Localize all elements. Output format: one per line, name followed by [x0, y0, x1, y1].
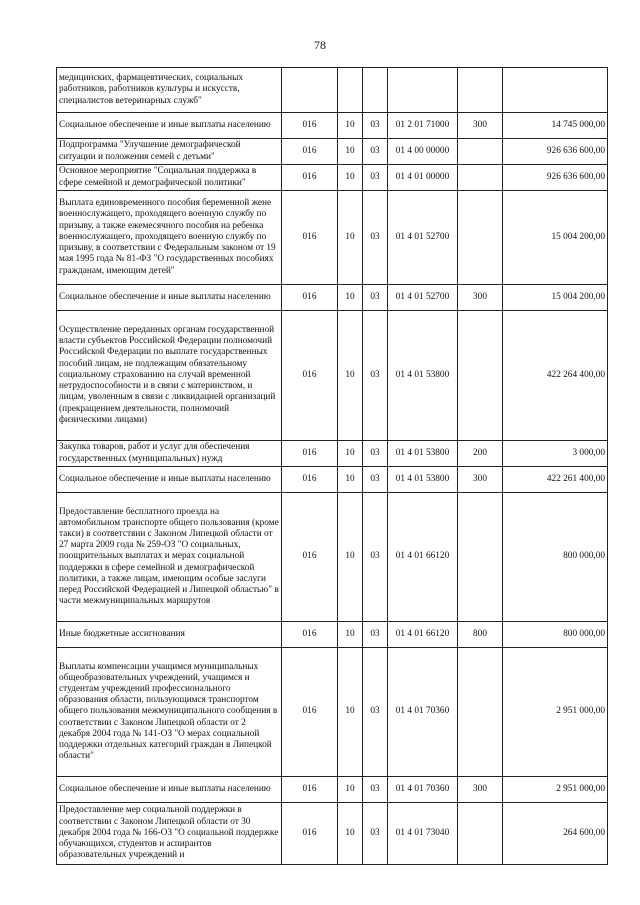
cell-vedomstvo: 016	[282, 493, 338, 622]
cell-expense-type: 300	[458, 467, 503, 493]
cell-target-article: 01 4 01 52700	[388, 285, 458, 311]
cell-razdel: 10	[338, 139, 363, 165]
cell-expense-type: 300	[458, 777, 503, 803]
cell-razdel: 10	[338, 622, 363, 648]
cell-podrazdel	[363, 68, 388, 113]
cell-description: Выплата единовременного пособия беременной жене военнослужащего, проходящего военную службу по призыву, а также ежемесячного пособия на ребенка военнослужащего, проходящего военную службу по призыву, в соответствии с Федеральным законом от 19 мая 1995 года № 81-ФЗ "О государственных пособиях гражданам, имеющим детей"	[57, 191, 282, 285]
cell-amount: 800 000,00	[503, 493, 608, 622]
cell-description: Осуществление переданных органам государственной власти субъектов Российской Федерации полномочий Российской Федерации по выплате государственных пособий лицам, не подлежащим обязательному социальному страхованию на случай временной нетрудоспособности и в связи с материнством, и лицам, уволенным в связи с ликвидацией организаций (прекращением деятельности, полномочий физическими лицами)	[57, 311, 282, 441]
cell-expense-type: 300	[458, 285, 503, 311]
cell-razdel: 10	[338, 803, 363, 865]
cell-razdel: 10	[338, 467, 363, 493]
cell-target-article: 01 4 01 52700	[388, 191, 458, 285]
cell-expense-type	[458, 191, 503, 285]
cell-vedomstvo: 016	[282, 311, 338, 441]
cell-description: Социальное обеспечение и иные выплаты населению	[57, 777, 282, 803]
cell-target-article: 01 4 01 53800	[388, 311, 458, 441]
cell-amount: 800 000,00	[503, 622, 608, 648]
cell-target-article: 01 4 01 00000	[388, 165, 458, 191]
cell-vedomstvo: 016	[282, 441, 338, 467]
cell-amount: 264 600,00	[503, 803, 608, 865]
cell-podrazdel: 03	[363, 285, 388, 311]
cell-razdel: 10	[338, 493, 363, 622]
cell-podrazdel: 03	[363, 648, 388, 777]
cell-amount: 422 264 400,00	[503, 311, 608, 441]
cell-description: Социальное обеспечение и иные выплаты населению	[57, 113, 282, 139]
cell-description: Социальное обеспечение и иные выплаты населению	[57, 467, 282, 493]
cell-razdel: 10	[338, 191, 363, 285]
cell-target-article	[388, 68, 458, 113]
cell-vedomstvo: 016	[282, 648, 338, 777]
cell-expense-type	[458, 139, 503, 165]
cell-target-article: 01 4 01 73040	[388, 803, 458, 865]
cell-target-article: 01 2 01 71000	[388, 113, 458, 139]
cell-target-article: 01 4 01 53800	[388, 441, 458, 467]
table-row	[57, 311, 608, 441]
cell-description: Предоставление бесплатного проезда на автомобильном транспорте общего пользования (кроме такси) в соответствии с Законом Липецкой области от 27 марта 2009 года № 259-ОЗ "О социальных, поощрительных выплатах и мерах социальной поддержки в сфере семейной и демографической политики, а также лицам, имеющим особые заслуги перед Российской Федерацией и Липецкой областью" в части межмуниципальных маршрутов	[57, 493, 282, 622]
table-row	[57, 165, 608, 191]
table-row	[57, 622, 608, 648]
cell-vedomstvo: 016	[282, 191, 338, 285]
cell-vedomstvo	[282, 68, 338, 113]
cell-amount: 926 636 600,00	[503, 165, 608, 191]
table-row	[57, 467, 608, 493]
cell-expense-type	[458, 165, 503, 191]
cell-expense-type	[458, 648, 503, 777]
cell-amount: 422 261 400,00	[503, 467, 608, 493]
cell-razdel: 10	[338, 311, 363, 441]
cell-vedomstvo: 016	[282, 285, 338, 311]
cell-podrazdel: 03	[363, 311, 388, 441]
table-row	[57, 68, 608, 113]
table-row	[57, 777, 608, 803]
cell-amount: 3 000,00	[503, 441, 608, 467]
cell-razdel: 10	[338, 648, 363, 777]
cell-description: Закупка товаров, работ и услуг для обеспечения государственных (муниципальных) нужд	[57, 441, 282, 467]
cell-amount: 2 951 000,00	[503, 648, 608, 777]
cell-podrazdel: 03	[363, 777, 388, 803]
cell-expense-type	[458, 493, 503, 622]
cell-description: Социальное обеспечение и иные выплаты населению	[57, 285, 282, 311]
cell-podrazdel: 03	[363, 441, 388, 467]
table-row	[57, 441, 608, 467]
cell-description: Выплаты компенсации учащимся муниципальных общеобразовательных учреждений, учащимся и студентам учреждений профессионального образования области, пользующимся транспортом общего пользования межмуниципального сообщения в соответствии с Законом Липецкой области от 2 декабря 2004 года № 141-ОЗ "О мерах социальной поддержки отдельных категорий граждан в Липецкой области"	[57, 648, 282, 777]
cell-vedomstvo: 016	[282, 803, 338, 865]
cell-target-article: 01 4 01 70360	[388, 777, 458, 803]
cell-podrazdel: 03	[363, 467, 388, 493]
cell-description: Основное мероприятие "Социальная поддержка в сфере семейной и демографической политики"	[57, 165, 282, 191]
cell-razdel: 10	[338, 285, 363, 311]
cell-vedomstvo: 016	[282, 622, 338, 648]
cell-razdel: 10	[338, 113, 363, 139]
table-row	[57, 493, 608, 622]
budget-table	[56, 67, 608, 865]
cell-expense-type: 200	[458, 441, 503, 467]
cell-podrazdel: 03	[363, 113, 388, 139]
cell-amount	[503, 68, 608, 113]
cell-amount: 15 004 200,00	[503, 285, 608, 311]
cell-vedomstvo: 016	[282, 165, 338, 191]
page-number: 78	[314, 38, 326, 52]
cell-target-article: 01 4 01 66120	[388, 493, 458, 622]
cell-amount: 2 951 000,00	[503, 777, 608, 803]
table-row	[57, 139, 608, 165]
cell-description: Предоставление мер социальной поддержки в соответствии с Законом Липецкой области от 30 декабря 2004 года № 166-ОЗ "О социальной поддержке обучающихся, студентов и аспирантов образовательных учреждений и	[57, 803, 282, 865]
table-row	[57, 113, 608, 139]
cell-expense-type	[458, 311, 503, 441]
cell-target-article: 01 4 01 70360	[388, 648, 458, 777]
cell-podrazdel: 03	[363, 493, 388, 622]
cell-podrazdel: 03	[363, 803, 388, 865]
cell-expense-type: 800	[458, 622, 503, 648]
cell-amount: 15 004 200,00	[503, 191, 608, 285]
cell-description: Подпрограмма "Улучшение демографической ситуации и положения семей с детьми"	[57, 139, 282, 165]
cell-expense-type: 300	[458, 113, 503, 139]
cell-razdel: 10	[338, 777, 363, 803]
cell-expense-type	[458, 68, 503, 113]
cell-vedomstvo: 016	[282, 139, 338, 165]
cell-expense-type	[458, 803, 503, 865]
cell-razdel	[338, 68, 363, 113]
cell-podrazdel: 03	[363, 191, 388, 285]
cell-podrazdel: 03	[363, 622, 388, 648]
cell-description: медицинских, фармацевтических, социальных работников, работников культуры и искусств, специалистов ветеринарных служб"	[57, 68, 282, 113]
cell-vedomstvo: 016	[282, 467, 338, 493]
table-row	[57, 803, 608, 865]
cell-amount: 926 636 600,00	[503, 139, 608, 165]
table-row	[57, 648, 608, 777]
cell-target-article: 01 4 00 00000	[388, 139, 458, 165]
cell-target-article: 01 4 01 66120	[388, 622, 458, 648]
table-body	[57, 68, 608, 865]
cell-podrazdel: 03	[363, 139, 388, 165]
cell-vedomstvo: 016	[282, 113, 338, 139]
cell-target-article: 01 4 01 53800	[388, 467, 458, 493]
cell-razdel: 10	[338, 165, 363, 191]
cell-podrazdel: 03	[363, 165, 388, 191]
cell-amount: 14 745 000,00	[503, 113, 608, 139]
table-row	[57, 285, 608, 311]
cell-description: Иные бюджетные ассигнования	[57, 622, 282, 648]
cell-razdel: 10	[338, 441, 363, 467]
cell-vedomstvo: 016	[282, 777, 338, 803]
table-row	[57, 191, 608, 285]
